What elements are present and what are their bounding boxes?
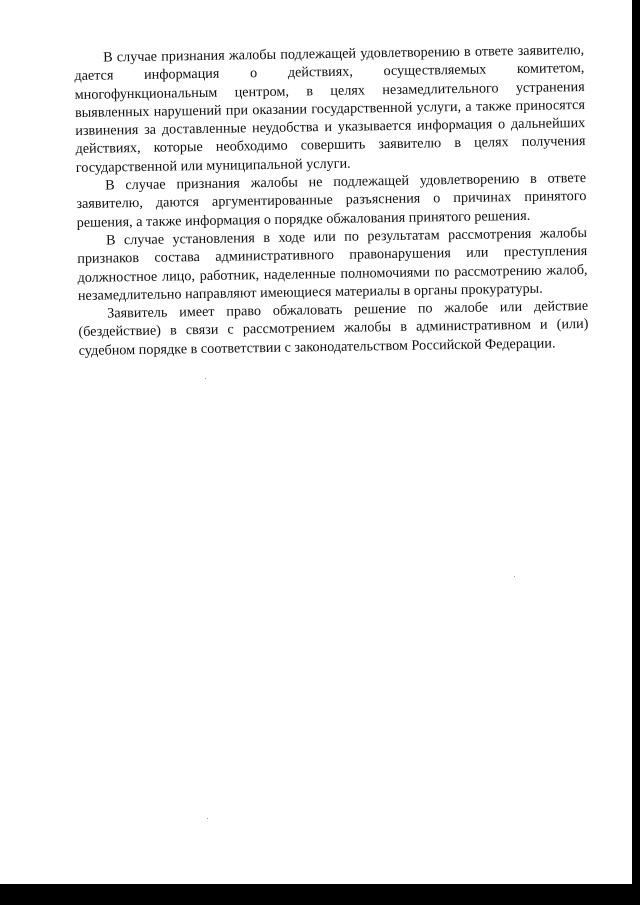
document-body: [74, 41, 589, 360]
paragraph-positive-decision: В случае признания жалобы подлежащей удовлетворению в ответе заявителю, дается информация о действиях, осуществляемых комитетом, многофункциональным центром, в целях незамедлительного устранения выявленных нарушений при оказании государственной услуги, а также приносятся извинения за доставленные неудобства и указывается информация о дальнейших действиях, которые необходимо совершить заявителю в целях получения государственной или муниципальной услуги.: [74, 41, 586, 176]
scan-speck: [207, 818, 208, 819]
paragraph-negative-decision: В случае признания жалобы не подлежащей удовлетворению в ответе заявителю, даются аргументированные разъяснения о причинах принятого решения, а также информация о порядке обжалования принятого решения.: [76, 170, 587, 231]
paragraph-appeal-right: Заявитель имеет право обжаловать решение по жалобе или действие (бездействие) в связи с рассмотрением жалобы в административном и (или) судебном порядке в соответствии с законодательством Российской Федерации.: [78, 298, 589, 359]
scan-speck: [205, 378, 206, 379]
scan-speck: [514, 576, 515, 577]
paragraph-offense-detected: В случае установления в ходе или по результатам рассмотрения жалобы признаков состава административного правонарушения или преступления должностное лицо, работник, наделенные полномочиями по рассмотрению жалоб, незамедлительно направляют имеющиеся материалы в органы прокуратуры.: [77, 224, 588, 304]
